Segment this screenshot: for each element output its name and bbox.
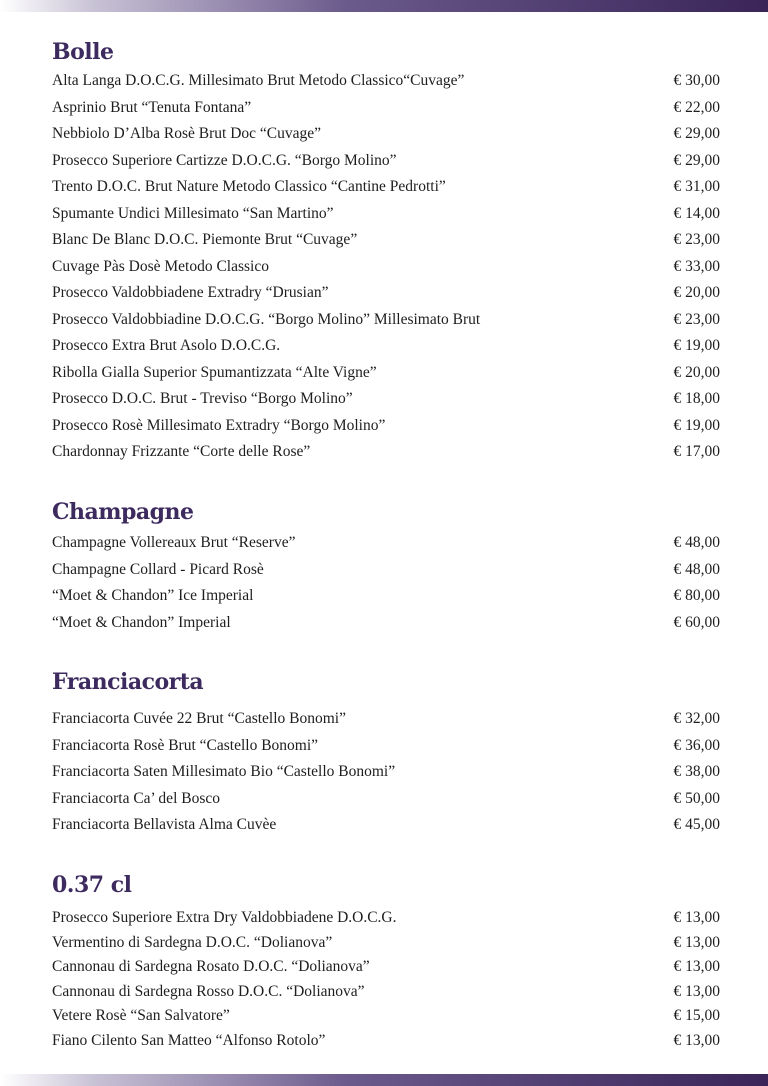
menu-item-row [52, 733, 720, 760]
wine-price: € 30,00 [673, 72, 720, 89]
item-list-bolle [52, 68, 720, 466]
wine-name: Vermentino di Sardegna D.O.C. “Dolianova” [52, 933, 333, 951]
section-037cl [52, 871, 720, 1054]
wine-price: € 13,00 [673, 1031, 720, 1049]
wine-name: Prosecco D.O.C. Brut - Treviso “Borgo Molino” [52, 390, 353, 407]
wine-price: € 33,00 [673, 257, 720, 275]
wine-price: € 32,00 [673, 710, 720, 727]
section-bolle [52, 38, 720, 466]
bottom-decorative-bar [0, 1074, 768, 1086]
menu-item-row [52, 759, 720, 786]
menu-item-row [52, 360, 720, 387]
wine-name: Franciacorta Saten Millesimato Bio “Castello Bonomi” [52, 763, 396, 780]
wine-name: Ribolla Gialla Superior Spumantizzata “Alte Vigne” [52, 363, 377, 381]
wine-name: Franciacorta Ca’ del Bosco [52, 789, 220, 807]
section-title-bolle: Bolle [52, 39, 114, 65]
wine-price: € 13,00 [673, 982, 720, 1000]
wine-price: € 17,00 [673, 443, 720, 460]
wine-name: Asprinio Brut “Tenuta Fontana” [52, 98, 252, 116]
menu-item-row [52, 307, 720, 334]
wine-price: € 19,00 [673, 337, 720, 354]
wine-price: € 14,00 [673, 204, 720, 222]
menu-item-row [52, 557, 720, 584]
wine-name: Prosecco Rosè Millesimato Extradry “Borgo Molino” [52, 416, 386, 434]
menu-item-row [52, 254, 720, 281]
wine-price: € 20,00 [673, 363, 720, 381]
wine-price: € 31,00 [673, 178, 720, 195]
wine-name: Prosecco Valdobbiadene Extradry “Drusian” [52, 284, 329, 301]
menu-item-row [52, 95, 720, 122]
wine-name: Prosecco Superiore Extra Dry Valdobbiadene D.O.C.G. [52, 909, 397, 926]
wine-name: Vetere Rosè “San Salvatore” [52, 1007, 230, 1025]
section-franciacorta [52, 668, 720, 839]
menu-item-row [52, 439, 720, 466]
wine-name: Blanc De Blanc D.O.C. Piemonte Brut “Cuvage” [52, 231, 358, 248]
menu-item-row [52, 148, 720, 175]
wine-name: Champagne Collard - Picard Rosè [52, 560, 264, 578]
wine-price: € 45,00 [673, 816, 720, 833]
wine-price: € 50,00 [673, 789, 720, 807]
menu-item-row [52, 280, 720, 307]
menu-item-row [52, 955, 720, 980]
wine-name: Franciacorta Bellavista Alma Cuvèe [52, 816, 277, 833]
menu-item-row [52, 333, 720, 360]
top-decorative-bar [0, 0, 768, 12]
wine-price: € 36,00 [673, 736, 720, 754]
wine-name: Nebbiolo D’Alba Rosè Brut Doc “Cuvage” [52, 125, 322, 142]
wine-price: € 22,00 [673, 98, 720, 116]
wine-price: € 20,00 [673, 284, 720, 301]
wine-price: € 23,00 [673, 231, 720, 248]
menu-item-row [52, 1004, 720, 1029]
wine-price: € 13,00 [673, 933, 720, 951]
menu-item-row [52, 530, 720, 557]
menu-item-row [52, 812, 720, 839]
wine-name: Franciacorta Cuvée 22 Brut “Castello Bonomi” [52, 710, 346, 727]
menu-item-row [52, 583, 720, 610]
wine-price: € 18,00 [673, 390, 720, 407]
wine-name: Alta Langa D.O.C.G. Millesimato Brut Metodo Classico“Cuvage” [52, 72, 465, 89]
wine-price: € 60,00 [673, 613, 720, 631]
menu-item-row [52, 931, 720, 956]
wine-name: Cuvage Pàs Dosè Metodo Classico [52, 257, 269, 275]
wine-name: Chardonnay Frizzante “Corte delle Rose” [52, 443, 311, 460]
wine-price: € 23,00 [673, 310, 720, 328]
section-title-037cl: 0.37 cl [52, 872, 132, 898]
wine-price: € 13,00 [673, 909, 720, 926]
menu-item-row [52, 1029, 720, 1054]
item-list-037cl [52, 906, 720, 1054]
wine-price: € 48,00 [673, 560, 720, 578]
menu-item-row [52, 201, 720, 228]
menu-item-row [52, 386, 720, 413]
wine-name: Fiano Cilento San Matteo “Alfonso Rotolo” [52, 1031, 326, 1049]
menu-item-row [52, 610, 720, 637]
wine-price: € 15,00 [673, 1007, 720, 1025]
menu-item-row [52, 227, 720, 254]
menu-item-row [52, 906, 720, 931]
menu-item-row [52, 174, 720, 201]
wine-name: Prosecco Extra Brut Asolo D.O.C.G. [52, 337, 281, 354]
wine-price: € 38,00 [673, 763, 720, 780]
menu-item-row [52, 786, 720, 813]
item-list-champagne [52, 530, 720, 636]
item-list-franciacorta [52, 706, 720, 839]
wine-price: € 80,00 [673, 587, 720, 604]
wine-name: Trento D.O.C. Brut Nature Metodo Classico “Cantine Pedrotti” [52, 178, 446, 195]
wine-name: Prosecco Valdobbiadine D.O.C.G. “Borgo Molino” Millesimato Brut [52, 310, 481, 328]
menu-item-row [52, 980, 720, 1005]
wine-name: “Moet & Chandon” Ice Imperial [52, 587, 254, 604]
wine-name: Franciacorta Rosè Brut “Castello Bonomi” [52, 736, 319, 754]
wine-name: Champagne Vollereaux Brut “Reserve” [52, 534, 296, 551]
section-title-franciacorta: Franciacorta [52, 669, 204, 695]
wine-price: € 29,00 [673, 125, 720, 142]
menu-item-row [52, 413, 720, 440]
wine-name: Cannonau di Sardegna Rosato D.O.C. “Dolianova” [52, 958, 370, 976]
wine-name: Cannonau di Sardegna Rosso D.O.C. “Dolianova” [52, 982, 365, 1000]
wine-price: € 19,00 [673, 416, 720, 434]
menu-item-row [52, 121, 720, 148]
menu-item-row [52, 68, 720, 95]
wine-price: € 29,00 [673, 151, 720, 169]
menu-item-row [52, 706, 720, 733]
wine-name: Spumante Undici Millesimato “San Martino” [52, 204, 334, 222]
wine-price: € 48,00 [673, 534, 720, 551]
wine-name: Prosecco Superiore Cartizze D.O.C.G. “Borgo Molino” [52, 151, 397, 169]
wine-name: “Moet & Chandon” Imperial [52, 613, 231, 631]
section-title-champagne: Champagne [52, 499, 194, 525]
section-champagne [52, 498, 720, 636]
wine-price: € 13,00 [673, 958, 720, 976]
